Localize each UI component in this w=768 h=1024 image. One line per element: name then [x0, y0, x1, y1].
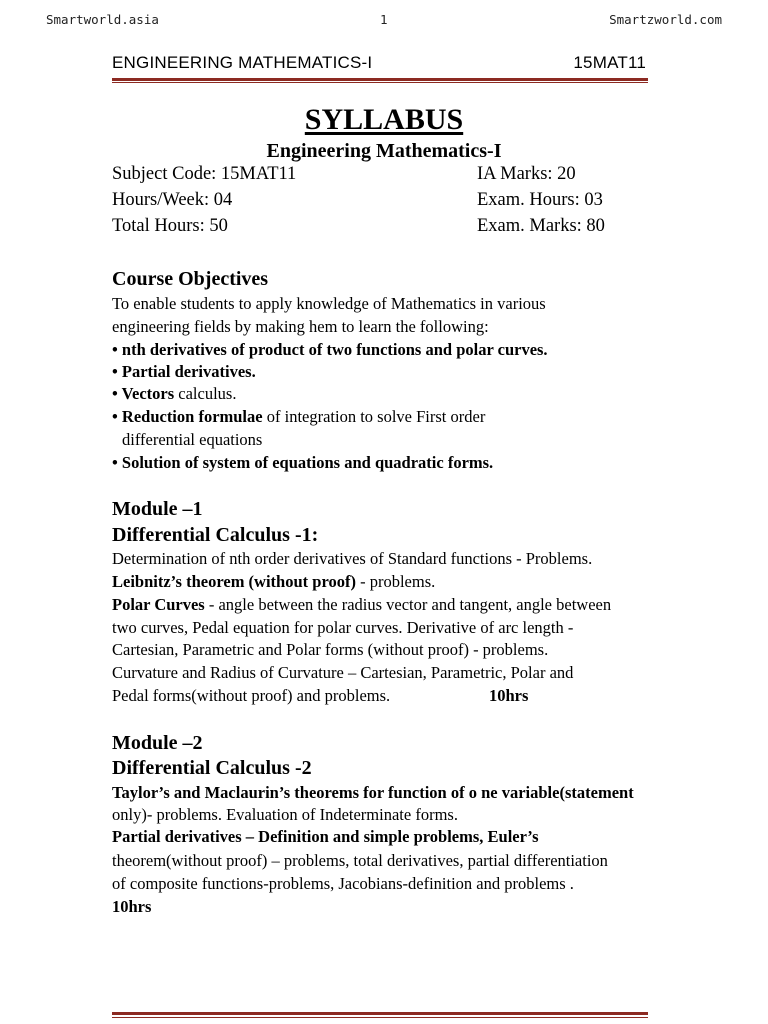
objective-bullet-1: • nth derivatives of product of two functions and polar curves. — [112, 340, 548, 359]
module-1-line-4: two curves, Pedal equation for polar curves. Derivative of arc length - — [112, 618, 574, 637]
page-subtitle: Engineering Mathematics-I — [266, 140, 502, 162]
objectives-intro-1: To enable students to apply knowledge of Mathematics in various — [112, 294, 546, 313]
module-2-hours: 10hrs — [112, 897, 152, 916]
subject-code: Subject Code: 15MAT11 — [112, 164, 297, 184]
leibnitz-rest: - problems. — [355, 572, 436, 591]
footer-rule-thin — [112, 1017, 648, 1018]
module-1-line-7: Pedal forms(without proof) and problems. — [112, 686, 391, 705]
hours-week: Hours/Week: 04 — [112, 190, 233, 210]
objective-bullet-3 — [112, 384, 236, 404]
exam-hours: Exam. Hours: 03 — [477, 190, 603, 210]
module-2-line-3: Partial derivatives – Definition and simple problems, Euler’s — [112, 827, 539, 846]
polar-curves-rest: - angle between the radius vector and tangent, angle between — [204, 595, 612, 614]
exam-marks: Exam. Marks: 80 — [477, 216, 605, 236]
header-title: ENGINEERING MATHEMATICS-I — [112, 53, 373, 72]
objective-bullet-3-rest: calculus. — [174, 384, 237, 403]
site-left: Smartworld.asia — [46, 12, 159, 27]
module-1-line-3 — [112, 595, 611, 615]
module-2-line-1: Taylor’s and Maclaurin’s theorems for function of o ne variable(statement — [112, 783, 634, 802]
page-number: 1 — [380, 12, 388, 27]
objective-bullet-4 — [112, 407, 485, 427]
module-2-line-2: only)- problems. Evaluation of Indeterminate forms. — [112, 805, 458, 824]
polar-curves-bold: Polar Curves — [112, 595, 205, 614]
site-right: Smartzworld.com — [609, 12, 722, 27]
objective-bullet-5: • Solution of system of equations and quadratic forms. — [112, 453, 494, 472]
total-hours: Total Hours: 50 — [112, 216, 228, 236]
objective-bullet-3-bold: • Vectors — [112, 384, 175, 403]
module-1-line-1: Determination of nth order derivatives of Standard functions - Problems. — [112, 549, 593, 568]
module-2-title: Differential Calculus -2 — [112, 757, 312, 779]
objective-bullet-4-cont: differential equations — [122, 430, 263, 449]
module-1-title: Differential Calculus -1: — [112, 524, 319, 546]
header-rule — [112, 78, 648, 81]
objectives-intro-2: engineering fields by making hem to learn the following: — [112, 317, 489, 336]
objectives-heading: Course Objectives — [112, 268, 269, 290]
header-code: 15MAT11 — [573, 53, 646, 72]
module-1-hours: 10hrs — [489, 686, 529, 705]
module-2-heading: Module –2 — [112, 732, 203, 754]
objective-bullet-4-bold: • Reduction formulae — [112, 407, 263, 426]
module-1-line-5: Cartesian, Parametric and Polar forms (without proof) - problems. — [112, 640, 549, 659]
module-1-heading: Module –1 — [112, 498, 203, 520]
module-1-line-6: Curvature and Radius of Curvature – Cartesian, Parametric, Polar and — [112, 663, 574, 682]
module-1-line-2 — [112, 572, 435, 592]
objective-bullet-2: • Partial derivatives. — [112, 362, 256, 381]
module-2-line-5: of composite functions-problems, Jacobians-definition and problems . — [112, 874, 574, 893]
objective-bullet-4-rest: of integration to solve First order — [262, 407, 486, 426]
header-rule-thin — [112, 82, 648, 83]
leibnitz-bold: Leibnitz’s theorem (without proof) — [112, 572, 356, 591]
footer-rule — [112, 1012, 648, 1015]
module-2-line-4: theorem(without proof) – problems, total derivatives, partial differentiation — [112, 851, 608, 870]
running-header — [112, 50, 648, 78]
ia-marks: IA Marks: 20 — [477, 164, 576, 184]
page-top-meta — [0, 12, 768, 32]
page-title: SYLLABUS — [304, 103, 464, 136]
